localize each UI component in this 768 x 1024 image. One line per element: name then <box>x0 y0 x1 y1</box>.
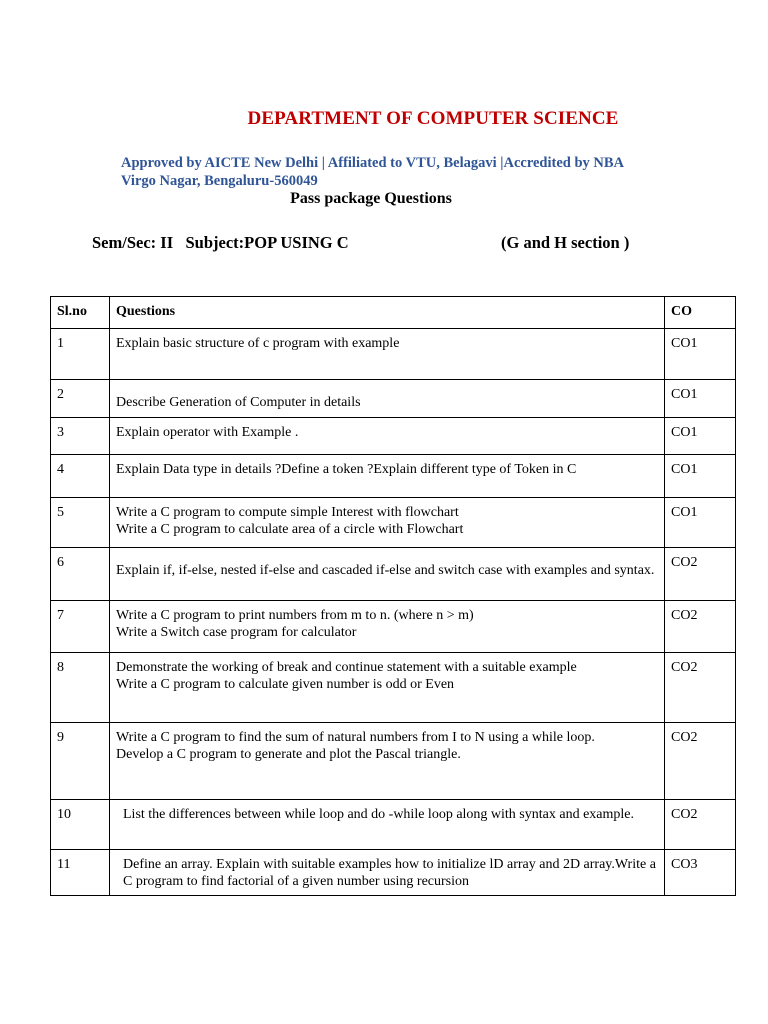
row-co: CO1 <box>665 380 736 418</box>
row-question: Write a C program to print numbers from m to n. (where n > m) Write a Switch case program for calculator <box>110 601 665 653</box>
row-slno: 10 <box>51 800 110 850</box>
row-slno: 3 <box>51 418 110 455</box>
questions-table <box>50 296 736 896</box>
row-co: CO2 <box>665 548 736 601</box>
table-row <box>51 723 736 800</box>
row-slno: 11 <box>51 850 110 896</box>
row-co: CO1 <box>665 498 736 548</box>
table-row <box>51 601 736 653</box>
sem-subject-line: Sem/Sec: II Subject:POP USING C <box>92 233 349 252</box>
table-row <box>51 455 736 498</box>
document-title: Pass package Questions <box>290 190 452 207</box>
table-header-row <box>51 297 736 329</box>
row-question: Describe Generation of Computer in details <box>110 380 665 418</box>
row-co: CO2 <box>665 653 736 723</box>
row-slno: 4 <box>51 455 110 498</box>
row-slno: 2 <box>51 380 110 418</box>
row-co: CO2 <box>665 601 736 653</box>
row-co: CO1 <box>665 455 736 498</box>
row-question: Demonstrate the working of break and continue statement with a suitable example Write a C program to calculate given number is odd or Even <box>110 653 665 723</box>
approval-text: Approved by AICTE New Delhi | Affiliated to VTU, Belagavi |Accredited by NBA Virgo Nagar, Bengaluru-560049 <box>121 155 624 189</box>
header-slno: Sl.no <box>51 297 110 329</box>
row-slno: 9 <box>51 723 110 800</box>
row-question: List the differences between while loop and do -while loop along with syntax and example. <box>110 800 665 850</box>
row-co: CO2 <box>665 800 736 850</box>
table-row <box>51 380 736 418</box>
row-co: CO3 <box>665 850 736 896</box>
table-row <box>51 653 736 723</box>
row-slno: 6 <box>51 548 110 601</box>
row-question: Explain if, if-else, nested if-else and cascaded if-else and switch case with examples and syntax. <box>110 548 665 601</box>
table-row <box>51 329 736 380</box>
header-co: CO <box>665 297 736 329</box>
table-row <box>51 548 736 601</box>
section-label: (G and H section ) <box>501 233 630 252</box>
table-row <box>51 850 736 896</box>
row-co: CO1 <box>665 329 736 380</box>
row-slno: 7 <box>51 601 110 653</box>
row-question: Explain basic structure of c program with example <box>110 329 665 380</box>
table-row <box>51 800 736 850</box>
table-row <box>51 498 736 548</box>
row-question: Define an array. Explain with suitable examples how to initialize lD array and 2D array.Write a C program to find factorial of a given number using recursion <box>110 850 665 896</box>
row-co: CO2 <box>665 723 736 800</box>
row-question: Explain Data type in details ?Define a token ?Explain different type of Token in C <box>110 455 665 498</box>
row-co: CO1 <box>665 418 736 455</box>
row-slno: 5 <box>51 498 110 548</box>
table-row <box>51 418 736 455</box>
department-title: DEPARTMENT OF COMPUTER SCIENCE <box>247 108 619 129</box>
row-question: Write a C program to find the sum of natural numbers from I to N using a while loop. Develop a C program to generate and plot the Pascal triangle. <box>110 723 665 800</box>
header-questions: Questions <box>110 297 665 329</box>
row-slno: 8 <box>51 653 110 723</box>
row-slno: 1 <box>51 329 110 380</box>
row-question: Explain operator with Example . <box>110 418 665 455</box>
row-question: Write a C program to compute simple Interest with flowchart Write a C program to calculate area of a circle with Flowchart <box>110 498 665 548</box>
